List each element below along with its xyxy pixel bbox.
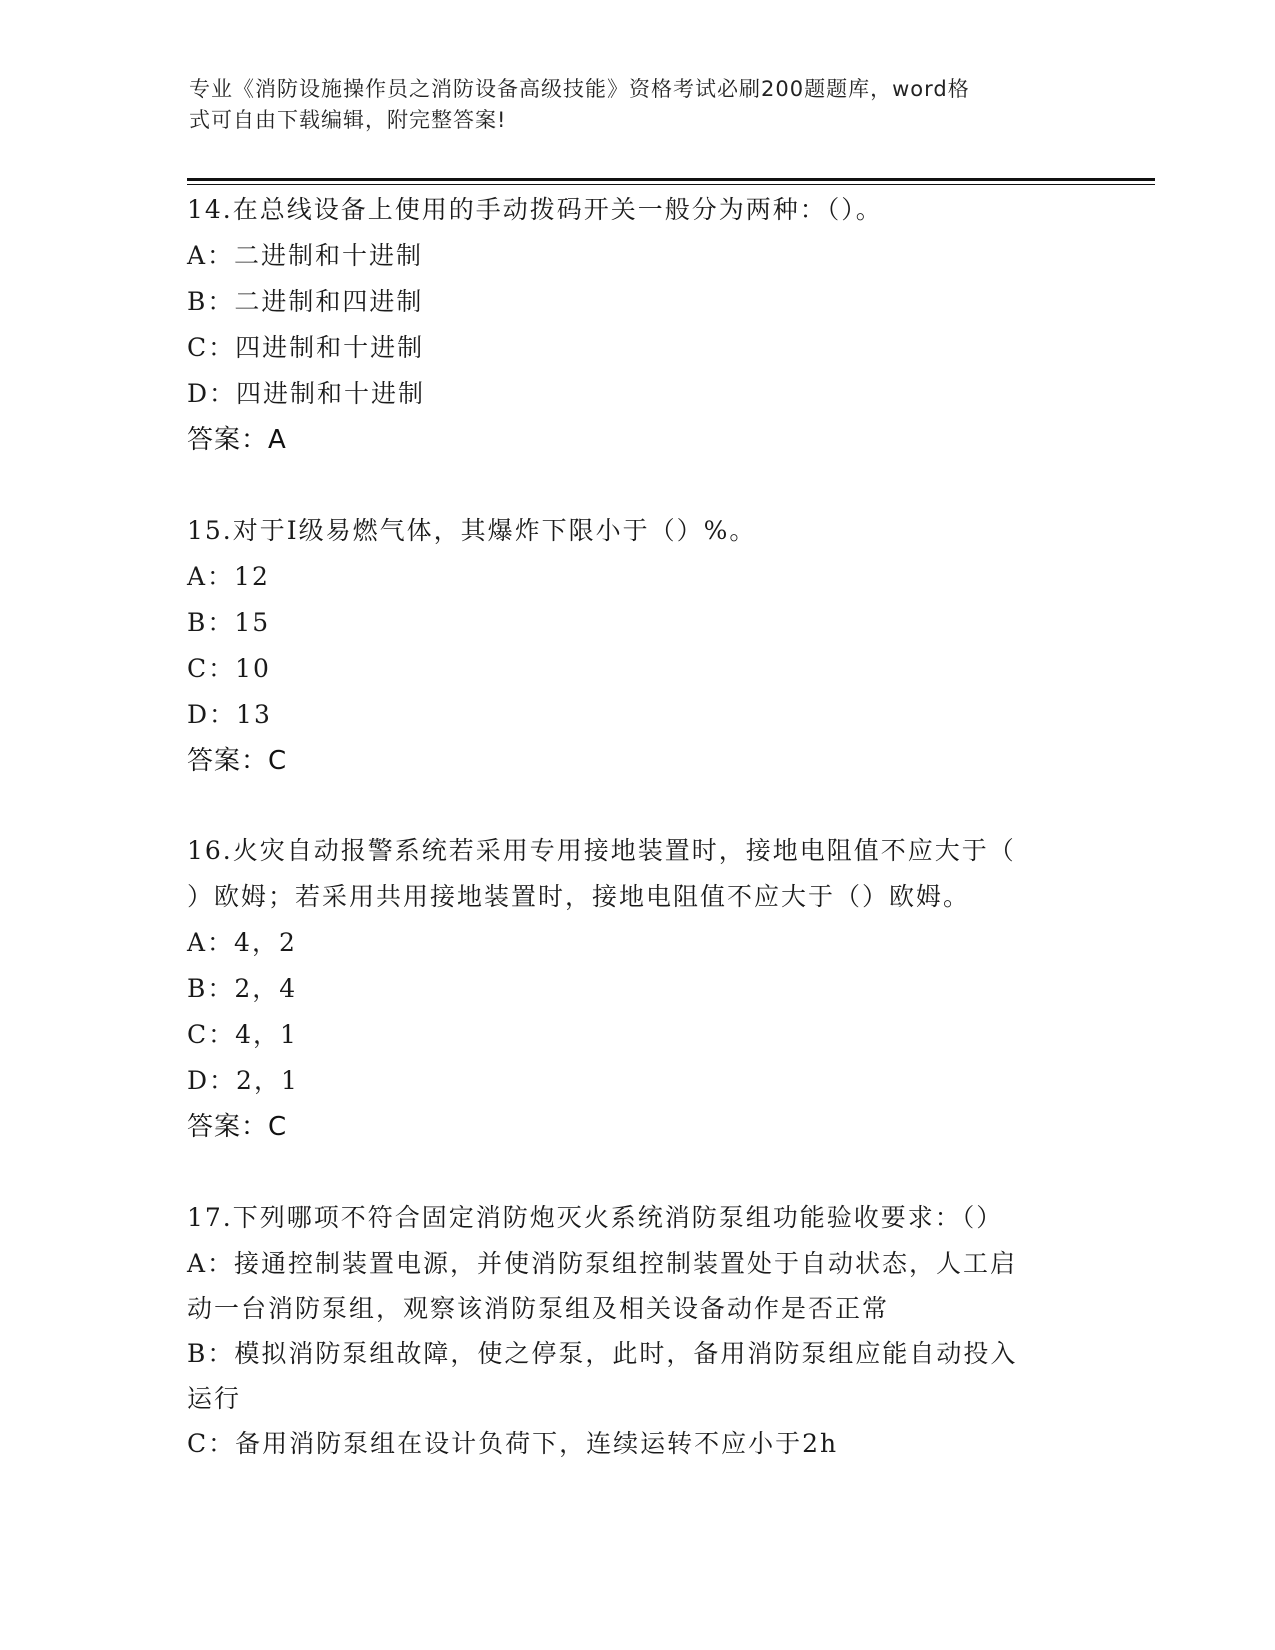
document-header	[189, 74, 1069, 136]
question-15	[187, 508, 1087, 784]
option-c: C：四进制和十进制	[187, 333, 425, 362]
answer-label: 答案：C	[187, 1112, 288, 1142]
option-b: B：二进制和四进制	[187, 287, 424, 316]
option-b: B：2，4	[187, 974, 298, 1003]
option-c: C：4，1	[187, 1020, 298, 1049]
option-d: D：四进制和十进制	[187, 379, 426, 408]
question-stem: 14.在总线设备上使用的手动拨码开关一般分为两种：（）。	[187, 195, 883, 224]
header-line-1: 专业《消防设施操作员之消防设备高级技能》资格考试必刷200题题库，word格	[189, 77, 970, 101]
option-a-line-1: A：接通控制装置电源，并使消防泵组控制装置处于自动状态，人工启	[187, 1249, 1018, 1278]
question-17	[187, 1195, 1087, 1466]
option-a: A：二进制和十进制	[187, 241, 424, 270]
option-d: D：13	[187, 700, 272, 729]
question-stem: 15.对于Ⅰ级易燃气体，其爆炸下限小于（）%。	[187, 516, 757, 545]
option-b-line-2: 运行	[187, 1384, 242, 1413]
answer-label: 答案：A	[187, 425, 287, 455]
header-divider-thick	[187, 178, 1155, 181]
option-b: B：15	[187, 608, 271, 637]
option-c: C：备用消防泵组在设计负荷下，连续运转不应小于2h	[187, 1429, 839, 1458]
question-14	[187, 187, 1087, 463]
question-16	[187, 828, 1087, 1150]
question-stem: 17.下列哪项不符合固定消防炮灭火系统消防泵组功能验收要求：（）	[187, 1203, 1004, 1232]
option-a: A：4，2	[187, 928, 297, 957]
option-d: D：2，1	[187, 1066, 299, 1095]
header-divider-thin	[187, 184, 1155, 185]
option-a: A：12	[187, 562, 270, 591]
question-stem-line-2: ）欧姆；若采用共用接地装置时，接地电阻值不应大于（）欧姆。	[187, 882, 971, 911]
option-a-line-2: 动一台消防泵组，观察该消防泵组及相关设备动作是否正常	[187, 1294, 890, 1323]
answer-label: 答案：C	[187, 746, 288, 776]
option-b-line-1: B：模拟消防泵组故障，使之停泵，此时，备用消防泵组应能自动投入	[187, 1339, 1018, 1368]
header-line-2: 式可自由下载编辑，附完整答案!	[189, 108, 507, 132]
option-c: C：10	[187, 654, 271, 683]
question-stem-line-1: 16.火灾自动报警系统若采用专用接地装置时，接地电阻值不应大于（	[187, 836, 1016, 865]
